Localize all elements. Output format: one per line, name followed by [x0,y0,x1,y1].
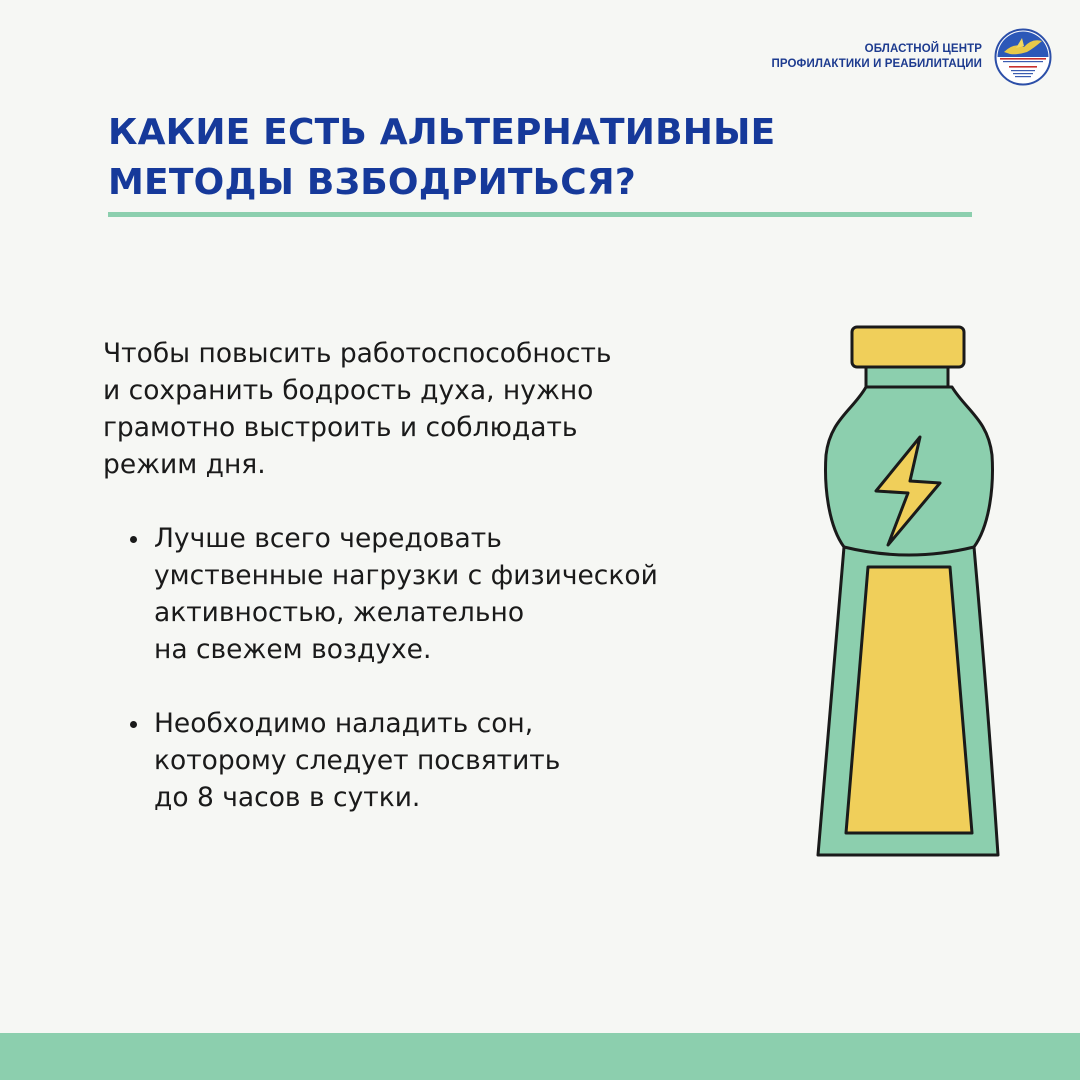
intro-line: режим дня. [103,449,266,480]
page-title-line2: МЕТОДЫ ВЗБОДРИТЬСЯ? [108,162,636,203]
organization-name-line2: ПРОФИЛАКТИКИ И РЕАБИЛИТАЦИИ [771,58,982,70]
bullet-item-alternate-activity [130,520,730,668]
bullet-line: которому следует посвятить [154,745,561,776]
intro-paragraph [103,335,723,483]
organization-name-line1: ОБЛАСТНОЙ ЦЕНТР [864,43,982,55]
organization-logo [994,28,1052,86]
bullet-line: до 8 часов в сутки. [154,782,421,813]
bullet-text [154,520,730,668]
intro-line: грамотно выстроить и соблюдать [103,412,578,443]
bullet-line: Необходимо наладить сон, [154,708,534,739]
bottle-label [846,567,972,833]
footer-band [0,1033,1080,1080]
bullet-dot-icon [130,721,137,728]
bullet-line: на свежем воздухе. [154,634,432,665]
energy-drink-bottle-icon [808,315,1008,865]
bullet-line: активностью, желательно [154,597,525,628]
page-title-line1: КАКИЕ ЕСТЬ АЛЬТЕРНАТИВНЫЕ [108,112,776,153]
title-divider [108,212,972,217]
intro-line: и сохранить бодрость духа, нужно [103,375,594,406]
bottle-cap [852,327,964,367]
intro-line: Чтобы повысить работоспособность [103,338,612,369]
bullet-line: Лучше всего чередовать [154,523,502,554]
bullet-text [154,705,730,816]
bullet-line: умственные нагрузки с физической [154,560,658,591]
bullet-item-sleep [130,705,730,816]
bullet-dot-icon [130,536,137,543]
organization-name [772,42,982,72]
page-title [108,108,775,208]
